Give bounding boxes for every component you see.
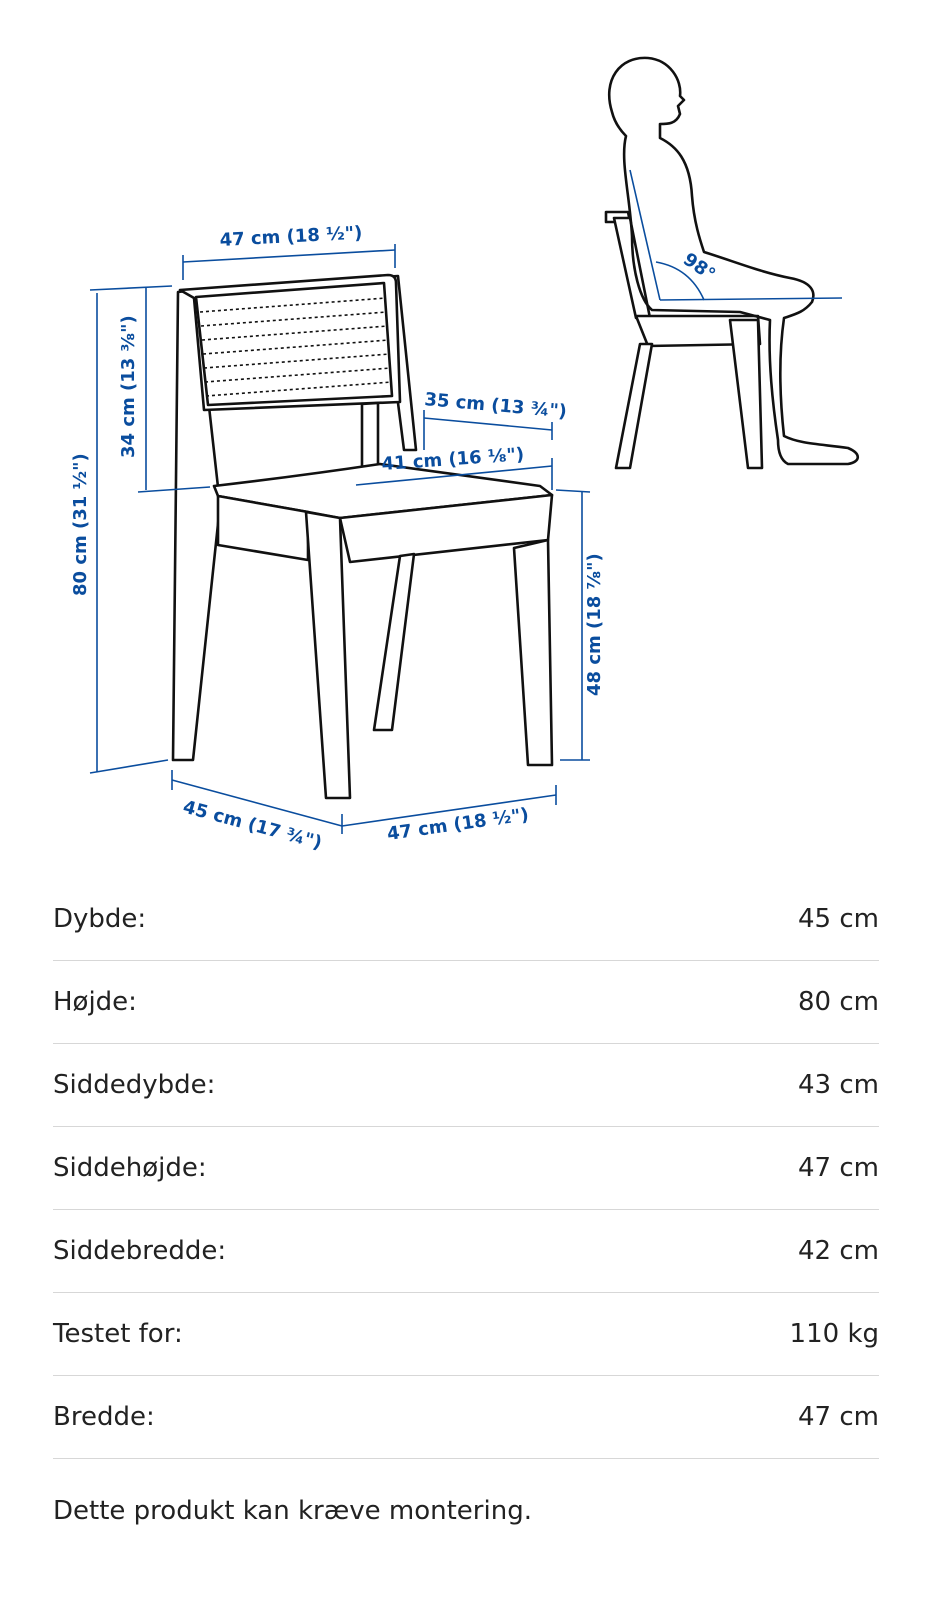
spec-value: 47 cm [798, 1402, 879, 1432]
spec-row-seat-width [53, 1210, 879, 1293]
spec-row-width [53, 1376, 879, 1459]
spec-label: Bredde: [53, 1402, 155, 1432]
spec-label: Dybde: [53, 904, 147, 934]
spec-row-depth [53, 878, 879, 961]
dim-depth: 45 cm (17 ¾") [180, 796, 325, 854]
spec-label: Siddehøjde: [53, 1153, 207, 1183]
dim-seat-height: 48 cm (18 ⅞") [584, 553, 605, 696]
dim-top-width: 47 cm (18 ½") [219, 222, 363, 251]
spec-label: Højde: [53, 987, 137, 1017]
spec-label: Siddedybde: [53, 1070, 216, 1100]
spec-label: Siddebredde: [53, 1236, 227, 1266]
spec-value: 43 cm [798, 1070, 879, 1100]
dim-bottom-width: 47 cm (18 ½") [385, 804, 531, 845]
dim-seat-width: 41 cm (16 ⅛") [380, 444, 525, 475]
spec-row-seat-depth [53, 1044, 879, 1127]
specifications-list [53, 878, 879, 1459]
spec-row-tested-for [53, 1293, 879, 1376]
chair-drawing [173, 275, 552, 798]
spec-value: 42 cm [798, 1236, 879, 1266]
spec-label: Testet for: [53, 1319, 183, 1349]
assembly-note: Dette produkt kan kræve montering. [53, 1496, 532, 1526]
spec-row-seat-height [53, 1127, 879, 1210]
spec-value: 45 cm [798, 904, 879, 934]
dim-back-height: 34 cm (13 ⅜") [118, 315, 139, 458]
angle-98-label: 98° [679, 248, 720, 286]
dim-total-height: 80 cm (31 ½") [70, 453, 91, 596]
seated-person-drawing [606, 58, 858, 468]
spec-value: 47 cm [798, 1153, 879, 1183]
dim-seat-depth-upper: 35 cm (13 ¾") [423, 389, 568, 423]
spec-value: 110 kg [789, 1319, 879, 1349]
spec-value: 80 cm [798, 987, 879, 1017]
spec-row-height [53, 961, 879, 1044]
